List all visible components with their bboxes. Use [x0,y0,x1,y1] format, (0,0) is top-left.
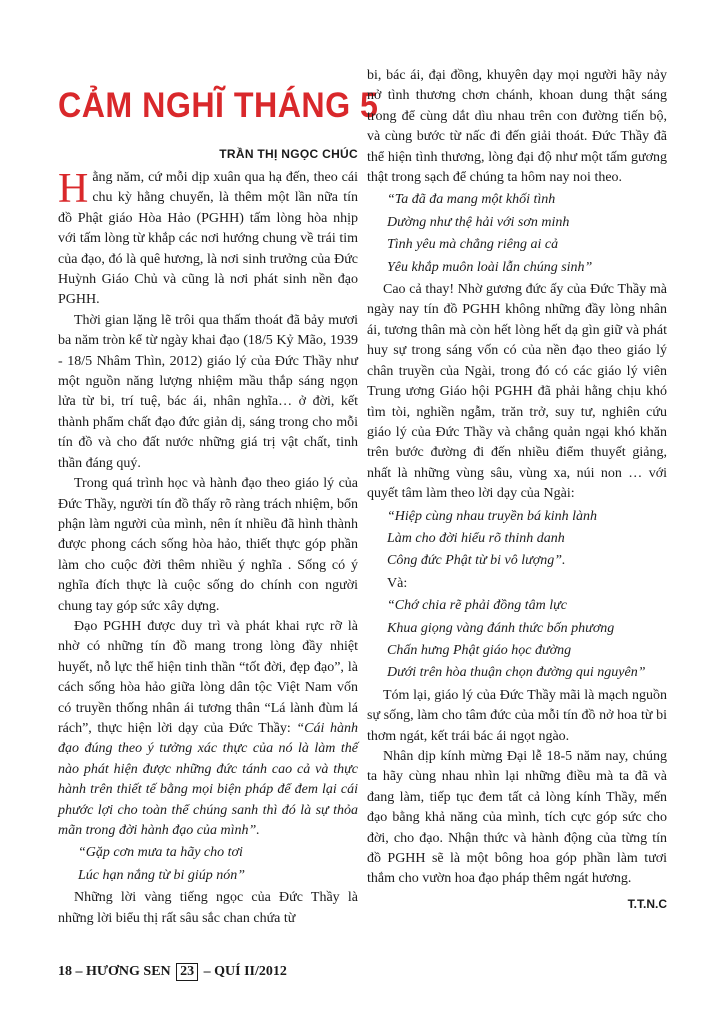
page-footer: 18 – HƯƠNG SEN 23 – QUÍ II/2012 [58,964,287,979]
verse-intro: Và: [387,575,408,591]
drop-cap: H [58,166,89,212]
article-author: TRẦN THỊ NGỌC CHÚC [219,147,358,161]
paragraph: Thời gian lặng lẽ trôi qua thấm thoát đã bảy mươi ba năm tròn kể từ ngày khai đạo (18/5 Kỷ Mão, 1939 - 18/5 Nhâm Thìn, 2012) giáo lý của Đức Thầy như một nguồn năng lượng nhiệm mầu thắp sáng ngọn lửa từ bi, trí tuệ, bác ái, nhân nghĩa… ở đời, kết thành phẩm chất đạo đức giản dị, sáng trong cho mỗi tín đồ và cho đất nước những giá trị vật chất, tinh thần đáng quý. [58,312,358,471]
verse-line: “Chớ chia rẽ phải đồng tâm lực [387,598,567,614]
paragraph: Cao cả thay! Nhờ gương đức ấy của Đức Thầy mà ngày nay tín đồ PGHH không những đầy lòng nhân ái, tương thân mà còn hết lòng hết dạ gìn giữ và phát huy sự trong sáng vốn có của nền đạo theo giáo lý chân truyền của Ngài, trong đó có các giáo lý viên Trung ương Giáo hội PGHH đã phải hằng chịu khó tìm tòi, nghiền ngẫm, trăn trở, suy tư, nghiên cứu giáo lý của Đức Thầy và chẳng quản ngại khó khăn trên bước đường đi đến nhiều điểm thuyết giảng, nhất là những vùng sâu, vùng xa, núi non … với quyết tâm làm theo lời dạy của Ngài: [367,282,667,502]
paragraph: bi, bác ái, đại đồng, khuyên dạy mọi người hãy nảy nở tình thương chơn chánh, khoan dung thật sáng trong để cùng dắt dìu nhau trên con đường tiến bộ, và cùng bước từ nấc đi đến giải thoát. Đức Thầy đã thể hiện tình thương, lòng đại độ như một tấm gương thật trong sạch để chúng ta hôm nay noi theo. [367,68,667,186]
quarter-label: QUÍ II/2012 [214,964,287,979]
verse-line: “Ta đã đa mang một khối tình [387,192,556,208]
verse-line: “Gặp cơn mưa ta hãy cho tơi [78,845,243,861]
verse-line: Chấn hưng Phật giáo học đường [387,642,572,658]
issue-number: 23 [176,963,198,981]
verse-line: Làm cho đời hiểu rõ thinh danh [387,530,565,546]
verse-line: Dưới trên hòa thuận chọn đường qui nguyên” [387,665,646,681]
verse-line: Công đức Phật từ bi vô lượng”. [387,553,566,569]
right-column [367,66,667,914]
paragraph: Nhân dịp kính mừng Đại lễ 18-5 năm nay, chúng ta hãy cùng nhau nhìn lại những điều mà ta đã và đang làm, tiếp tục đem tất cả lòng kính Thầy, mến đạo bằng khả năng của mình, tích cực góp sức cho đời, cho đạo. Nhận thức và hành động của từng tín đồ PGHH sẽ là một bông hoa góp phần làm tươi thắm cho vườn hoa đạo pháp thêm ngát hương. [367,749,667,887]
page-number: 18 [58,964,72,979]
paragraph: Những lời vàng tiếng ngọc của Đức Thầy là những lời biểu thị rất sâu sắc chan chứa từ [58,890,358,926]
quote: “Cái hành đạo đúng theo ý tưởng xác thực của nó là làm thế nào phát hiện được những đức tánh cao cả và thực hành trên thiết tế bằng mọi biện pháp để đem lại cái phước lợi cho toàn thể chúng sanh thì đó là sự thỏa mãn trong đời hành đạo của mình”. [58,720,358,838]
paragraph: Hằng năm, cứ mỗi dịp xuân qua hạ đến, theo cái chu kỳ hằng chuyển, là thêm một lần nữa tín đồ Phật giáo Hòa Hảo (PGHH) tấm lòng hòa nhịp với tấm lòng từ khắp các nơi hướng chung về trái tim của đạo, đó là quê hương, là nơi sinh trưởng của Đức Huỳnh Giáo Chủ và cũng là nơi phát sinh nền đạo PGHH. [58,166,358,308]
left-column [58,78,379,929]
verse-line: Yêu khắp muôn loài lẫn chúng sinh” [387,259,593,275]
signature: T.T.N.C [627,896,667,911]
paragraph: Đạo PGHH được duy trì và phát khai rực rỡ là nhờ có những tín đồ mang trong lòng đầy nhiệt huyết, nỗ lực thể hiện tinh thần “tốt đời, đẹp đạo”, là cách sống hòa hảo giữa lòng dân tộc Việt Nam vốn có truyền thống nhân ái tương thân “Lá lành đùm lá rách”, thực hiện lời dạy của Đức Thầy: “Cái hành đạo đúng theo ý tưởng xác thực của nó là làm thế nào phát hiện được những đức tánh cao cả và thực hành trên thiết tế bằng mọi biện pháp để đem lại cái phước lợi cho toàn thể chúng sanh thì đó là sự thỏa mãn trong đời hành đạo của mình”. [58,618,358,838]
verse-line: Khua giọng vàng đánh thức bốn phương [387,620,615,636]
verse-line: Dường như thệ hải với sơn minh [387,214,570,230]
verse-line: Tình yêu mà chẳng riêng ai cả [387,237,559,253]
verse-line: Lúc hạn nắng từ bi giúp nón” [78,867,246,883]
paragraph: Trong quá trình học và hành đạo theo giáo lý của Đức Thầy, người tín đồ thấy rõ ràng trách nhiệm, bổn phận làm người của mình, nên ít nhiều đã hình thành được phong cách sống hòa hảo, thiết thực góp phần làm cho cuộc đời thêm nhiều ý nghĩa . Sống có ý nghĩa đích thực là cuộc sống do chính con người chung tay góp sức xây dựng. [58,476,358,614]
paragraph: Tóm lại, giáo lý của Đức Thầy mãi là mạch nguồn sự sống, làm cho tâm đức của mỗi tín đồ nở hoa từ bi thơm ngát, kết trái bác ái ngọt ngào. [367,687,667,744]
verse-line: “Hiệp cùng nhau truyền bá kinh lành [387,508,597,524]
magazine-name: HƯƠNG SEN [86,964,171,979]
article-title: CẢM NGHĨ THÁNG 5 [58,86,379,125]
